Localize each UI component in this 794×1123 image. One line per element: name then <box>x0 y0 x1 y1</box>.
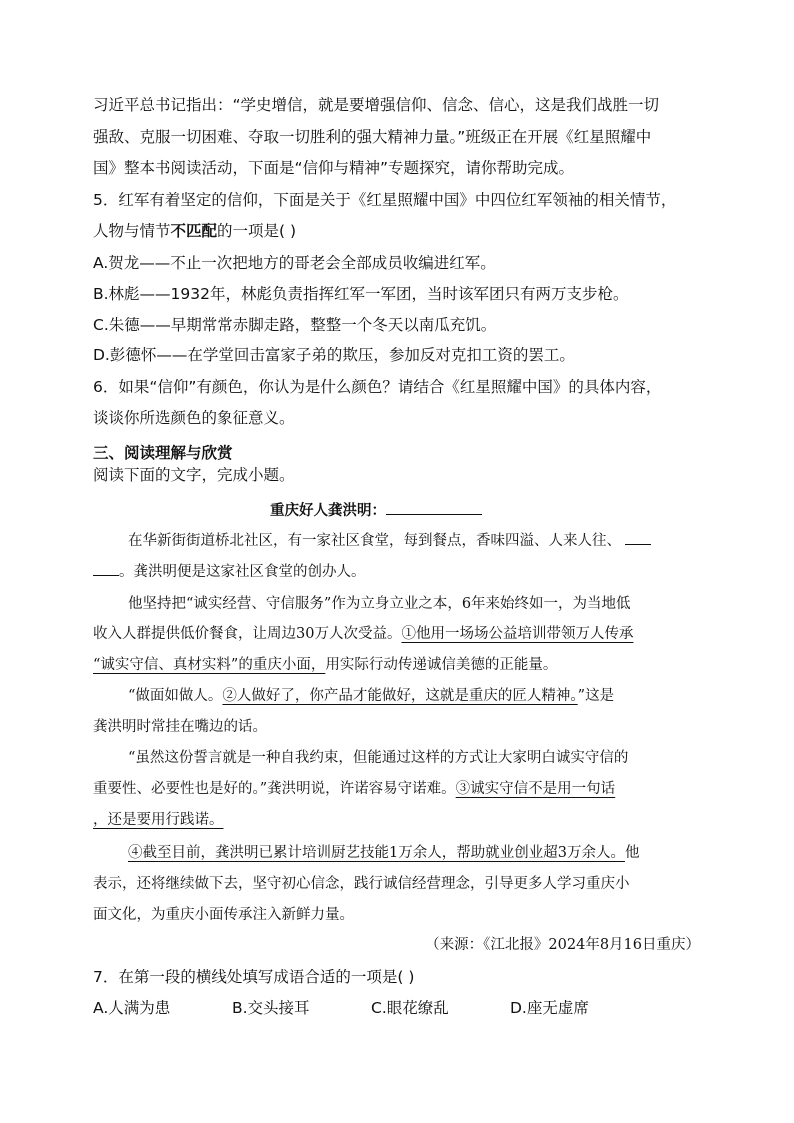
title-fill-blank[interactable] <box>386 500 482 515</box>
q5-stem-pre: 人物与情节 <box>93 222 171 240</box>
p1-text-1: 在华新街街道桥北社区，有一家社区食堂，每到餐点，香味四溢、人来人往、 <box>128 533 621 549</box>
p1-text-2: 。龚洪明便是这家社区食堂的创办人。 <box>119 564 366 580</box>
q5-emphasis-not-match: 不匹配 <box>170 222 218 240</box>
article-p4-line-1: “虽然这份誓言就是一种自我约束，但能通过这样的方式让大家明白诚实守信的 <box>128 750 629 766</box>
article-p1-line-1 <box>128 530 651 551</box>
p2-text-3b: 用实际行动传递诚信美德的正能量。 <box>325 657 558 673</box>
p1-fill-blank-1[interactable] <box>625 530 651 545</box>
p5-text-1b: 他 <box>624 845 640 861</box>
q6-line-1: 6．如果“信仰”有颜色，你认为是什么颜色？请结合《红星照耀中国》的具体内容， <box>93 378 662 396</box>
underlined-sentence-1: ①他用一场场公益培训带领万人传承 <box>401 626 634 642</box>
q7-stem: 7．在第一段的横线处填写成语合适的一项是( ) <box>93 968 415 986</box>
section-3-heading: 三、阅读理解与欣赏 <box>93 444 233 462</box>
article-p5-line-1 <box>128 843 639 863</box>
q5-option-b: B.林彪——1932年，林彪负责指挥红军一军团，当时该军团只有两万支步枪。 <box>93 285 629 303</box>
p4-text-2a: 重要性、必要性也是好的。”龚洪明说，许诺容易守诺难。 <box>93 781 456 797</box>
p3-text-1a: “做面如做人。 <box>128 688 223 704</box>
underlined-sentence-3: ③诚实守信不是用一句话 <box>455 781 616 797</box>
q5-option-a: A.贺龙——不止一次把地方的哥老会全部成员收编进红军。 <box>93 254 496 272</box>
q6-line-2: 谈谈你所选颜色的象征意义。 <box>93 409 295 427</box>
q7-option-c: C.眼花缭乱 <box>371 999 449 1017</box>
intro-line-1: 习近平总书记指出：“学史增信，就是要增强信仰、信念、信心，这是我们战胜一切 <box>93 96 660 114</box>
article-p4-line-3 <box>93 810 224 830</box>
q5-option-c: C.朱德——早期常常赤脚走路，整整一个冬天以南瓜充饥。 <box>93 316 497 334</box>
intro-line-2: 强敌、克服一切困难、夺取一切胜利的强大精神力量。”班级正在开展《红星照耀中 <box>93 128 652 146</box>
p2-text-2a: 收入人群提供低价餐食，让周边30万人次受益。 <box>93 626 402 642</box>
q7-option-b: B.交头接耳 <box>232 999 310 1017</box>
article-title <box>270 500 482 521</box>
q5-stem-line-1: 5．红军有着坚定的信仰，下面是关于《红星照耀中国》中四位红军领袖的相关情节， <box>93 191 677 209</box>
q5-stem-post: 的一项是( ) <box>217 222 297 240</box>
article-p2-line-1: 他坚持把“诚实经营、守信服务”作为立身立业之本，6年来始终如一，为当地低 <box>128 596 631 612</box>
underlined-sentence-4: ④截至目前，龚洪明已累计培训厨艺技能1万余人，帮助就业创业超3万余人。 <box>128 845 625 861</box>
intro-line-3: 国》整本书阅读活动，下面是“信仰与精神”专题探究，请你帮助完成。 <box>93 159 575 177</box>
underlined-sentence-2: ②人做好了，你产品才能做好，这就是重庆的匠人精神。 <box>222 688 578 704</box>
p1-fill-blank-2[interactable] <box>93 561 119 576</box>
article-p5-line-2: 表示，还将继续做下去，坚守初心信念，践行诚信经营理念，引导更多人学习重庆小 <box>93 876 630 892</box>
article-p4-line-2 <box>93 779 615 799</box>
q7-option-a: A.人满为患 <box>93 999 171 1017</box>
underlined-sentence-1-cont: “诚实守信、真材实料”的重庆小面， <box>93 657 326 673</box>
p3-text-1c: ”这是 <box>577 688 615 704</box>
underlined-sentence-3-cont: ，还是要用行践诺。 <box>93 812 224 828</box>
article-p1-line-2 <box>93 561 366 582</box>
article-p2-line-2 <box>93 624 633 644</box>
article-p3-line-2: 龚洪明时常挂在嘴边的话。 <box>93 719 267 735</box>
article-p5-line-3: 面文化，为重庆小面传承注入新鲜力量。 <box>93 907 354 923</box>
q5-stem-line-2 <box>93 221 296 241</box>
article-source: （来源：《江北报》2024年8月16日重庆） <box>425 937 700 953</box>
article-title-text: 重庆好人龚洪明： <box>270 502 386 519</box>
section-3-instruction: 阅读下面的文字，完成小题。 <box>93 466 295 484</box>
article-p3-line-1 <box>128 686 614 706</box>
article-p2-line-3 <box>93 655 557 675</box>
q7-option-d: D.座无虚席 <box>510 999 589 1017</box>
q5-option-d: D.彭德怀——在学堂回击富家子弟的欺压，参加反对克扣工资的罢工。 <box>93 346 575 364</box>
